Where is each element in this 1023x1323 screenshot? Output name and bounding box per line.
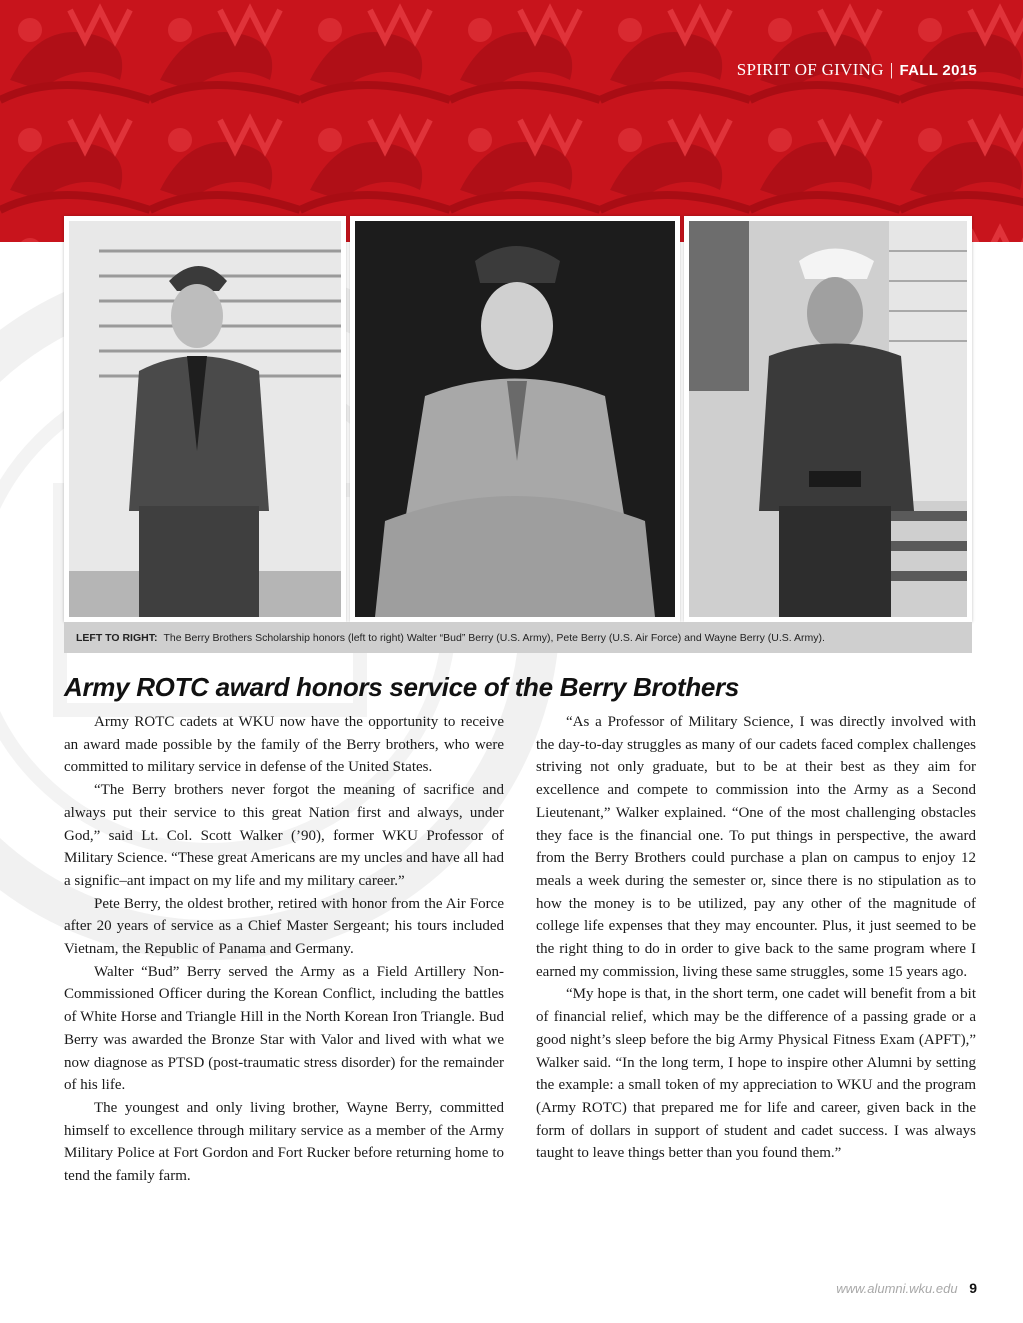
walter-berry-portrait <box>69 221 341 617</box>
wayne-berry-portrait <box>689 221 967 617</box>
header-banner <box>0 0 1023 242</box>
article-right-column <box>536 711 976 1165</box>
photo-wayne-berry <box>684 216 972 622</box>
paragraph: Walter “Bud” Berry served the Army as a Field Artillery Non-Commissioned Officer during the Korean Conflict, including the battles of White Horse and Triangle Hill in the North Korean Iron Triangle. Bud Berry was awarded the Bronze Star with Valor and lived with what we now diagnose as PTSD (post-traumatic stress disorder) for the remainder of his life. <box>64 963 504 1094</box>
paragraph: The youngest and only living brother, Wayne Berry, committed himself to excellence through military service as a member of the Army Military Police at Fort Gordon and Fort Rucker before returning home to tend the family farm. <box>64 1099 504 1185</box>
photo-walter-berry <box>64 216 346 622</box>
photo-caption <box>64 622 972 653</box>
article-left-column <box>64 711 504 1188</box>
paragraph: Pete Berry, the oldest brother, retired with honor from the Air Force after 20 years of service as a Chief Master Sergeant; his tours included Vietnam, the Republic of Panama and Germany. <box>64 895 504 958</box>
paragraph: “As a Professor of Military Science, I was directly involved with the day-to-day struggles as many of our cadets faced complex challenges striving not only graduate, but to be at their best as they aim for excellence and compete to commission into the Army as a Second Lieutenant,” Walker explained. “One of the most challenging obstacles they face is the financial one. To put things in perspective, the award from the Berry Brothers could purchase a plan on campus to enjoy 12 meals a week during the semester or, since there is no stipulation as to how the money is to be utilized, pay any other of the magnitude of college life expenses that they may encounter. Plus, it just seemed to be the right thing to do in order to give back to the same program where I earned my commission, living these same struggles, some 15 years ago. <box>536 714 976 980</box>
banner-pattern <box>0 0 1023 242</box>
caption-lead: LEFT TO RIGHT: <box>76 631 158 644</box>
publication-name: SPIRIT OF GIVING <box>736 60 884 79</box>
header-separator: | <box>889 60 894 79</box>
page-number: 9 <box>969 1280 977 1296</box>
paragraph: Army ROTC cadets at WKU now have the opportunity to receive an award made possible by the family of the Berry brothers, who were committed to military service in defense of the United States. <box>64 714 504 776</box>
publication-season: FALL 2015 <box>899 62 977 79</box>
footer-url[interactable]: www.alumni.wku.edu <box>836 1281 958 1296</box>
pete-berry-portrait <box>355 221 675 617</box>
article-headline: Army ROTC award honors service of the Berry Brothers <box>64 672 740 702</box>
page-footer <box>836 1280 977 1296</box>
paragraph: “My hope is that, in the short term, one cadet will benefit from a bit of financial relief, which may be the difference of a passing grade or a good night’s sleep before the big Army Physical Fitness Exam (APFT),” Walker said. “In the long term, I hope to inspire other Alumni by setting the example: a small token of my appreciation to WKU and the program (Army ROTC) that prepared me for life and career, given back in the form of dollars in support of student and cadet success. I was always taught to leave things better than you found them.” <box>536 986 976 1162</box>
photo-pete-berry <box>350 216 680 622</box>
publication-header <box>737 60 977 80</box>
paragraph: “The Berry brothers never forgot the meaning of sacrifice and always put their service to this great Nation first and always, under God,” said Lt. Col. Scott Walker (’90), former WKU Professor of Military Science. “These great Americans are my uncles and have all had a signific–ant impact on my life and my military career.” <box>64 782 504 889</box>
caption-text: The Berry Brothers Scholarship honors (left to right) Walter “Bud” Berry (U.S. Army), Pete Berry (U.S. Air Force) and Wayne Berry (U.S. Army). <box>163 631 825 644</box>
